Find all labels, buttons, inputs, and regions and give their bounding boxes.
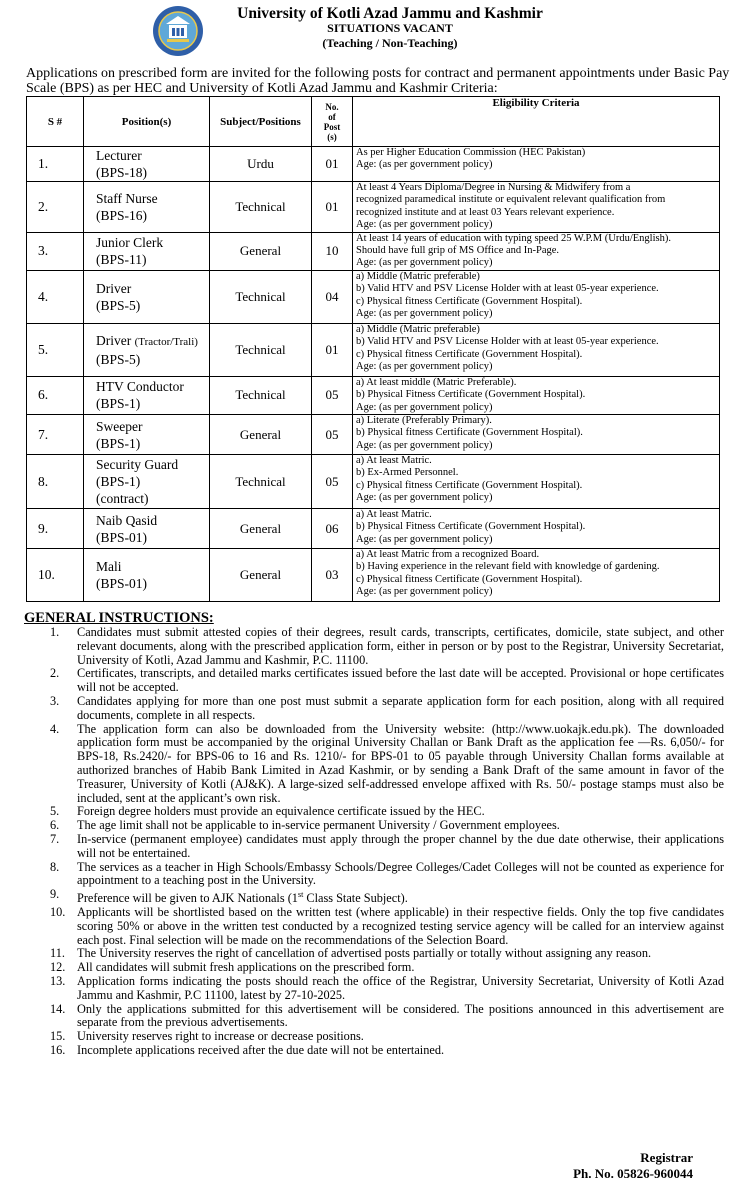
row-criteria: a) At least Matric from a recognized Board. b) Having experience in the relevant field with knowledge of gardening. c) Physical fitness Certificate (Government Hospital). Age: (as per government policy): [353, 549, 720, 602]
instruction-item: 11. The University reserves the right of cancellation of advertised posts partially or totally without assigning any reason.: [50, 946, 652, 961]
header-position: Position(s): [84, 97, 210, 147]
row-sno: 4.: [27, 270, 84, 323]
table-row: [27, 455, 720, 509]
row-posts-count: 01: [312, 323, 353, 376]
row-subject: General: [210, 509, 312, 549]
university-title: University of Kotli Azad Jammu and Kashmir: [237, 5, 543, 22]
row-position: Driver (BPS-5): [84, 270, 210, 323]
row-position: Driver (Tractor/Trali) (BPS-5): [84, 323, 210, 376]
header-subject: Subject/Positions: [210, 97, 312, 147]
row-criteria: a) Middle (Matric preferable) b) Valid HTV and PSV License Holder with at least 05-year experience. c) Physical fitness Certificate (Government Hospital). Age: (as per government policy): [353, 323, 720, 376]
header-posts: No. of Post (s): [312, 97, 353, 147]
row-subject: Technical: [210, 455, 312, 509]
situations-vacant-heading: SITUATIONS VACANT: [327, 21, 453, 35]
row-subject: Technical: [210, 376, 312, 414]
instruction-number: 6.: [50, 818, 60, 833]
row-subject: General: [210, 549, 312, 602]
instruction-number: 2.: [50, 666, 60, 681]
instruction-item: 5. Foreign degree holders must provide an equivalence certificate issued by the HEC.: [50, 804, 485, 819]
row-sno: 9.: [27, 509, 84, 549]
instruction-item: 6. The age limit shall not be applicable to in-service permanent University / Government employees.: [50, 818, 560, 833]
row-posts-count: 03: [312, 549, 353, 602]
row-subject: Technical: [210, 182, 312, 233]
instruction-item: 8. The services as a teacher in High Schools/Embassy Schools/Degree Colleges/Cadet Colleges will not be counted as experience for appointment to a teaching post in the University.: [50, 859, 724, 888]
row-sno: 1.: [27, 147, 84, 182]
table-row: [27, 415, 720, 455]
table-header-row: [27, 97, 720, 147]
instruction-item: 2. Certificates, transcripts, and detailed marks certificates issued before the last date will be accepted. Provisional or hope certificates will not be accepted.: [50, 666, 724, 695]
instruction-number: 8.: [50, 859, 60, 874]
table-row: [27, 270, 720, 323]
instruction-number: 10.: [50, 905, 66, 920]
row-sno: 2.: [27, 182, 84, 233]
table-row: [27, 232, 720, 270]
instruction-item: 15. University reserves right to increase or decrease positions.: [50, 1029, 364, 1044]
general-instructions-list: [24, 626, 724, 1058]
row-posts-count: 05: [312, 455, 353, 509]
row-sno: 7.: [27, 415, 84, 455]
instruction-item: 3. Candidates applying for more than one post must submit a separate application form for each position, along with all required documents, complete in all respects.: [50, 693, 724, 722]
row-criteria: a) At least middle (Matric Preferable). b) Physical Fitness Certificate (Government Hospital). Age: (as per government policy): [353, 376, 720, 414]
instruction-item: 4. The application form can also be downloaded from the University website: (http://www.uokajk.edu.pk). The downloaded application form must be accompanied by the original University Challan or Bank Draft as the application fee —Rs. 6,050/- for BPS-18, Rs.2420/- for BPS-06 to 16 and Rs. 1210/- for BPS-01 to 05 payable through University Challan forms available at authorized branches of Habib Bank Limited in Azad Kashmir, or by sending a Bank Draft of the same amount in favor of the Treasurer, University of Kotli (AJ&K). A large-sized self-addressed envelope affixed with Rs. 50/- postage stamps must also be included, sent at the applicant’s own risk.: [50, 721, 724, 805]
instruction-item: 10. Applicants will be shortlisted based on the written test (where applicable) in their respective fields. Only the top five candidates scoring 50% or above in the written test conducted by a recognized testing service agency will be called for an interview against each post. Final selection will be made on the recommendations of the Selection Board.: [50, 905, 724, 947]
instruction-item: 16. Incomplete applications received after the due date will not be entertained.: [50, 1043, 445, 1057]
table-row: [27, 147, 720, 182]
intro-paragraph: Applications on prescribed form are invited for the following posts for contract and permanent appointments under Basic Pay Scale (BPS) as per HEC and University of Kotli Azad Jammu and Kashmir Criteria:: [26, 66, 730, 96]
row-posts-count: 10: [312, 232, 353, 270]
university-logo-icon: [148, 4, 208, 58]
header-criteria: Eligibility Criteria: [353, 97, 720, 147]
instruction-number: 11.: [50, 946, 65, 961]
table-row: [27, 182, 720, 233]
row-position: Security Guard (BPS-1) (contract): [84, 455, 210, 509]
instruction-item: 14. Only the applications submitted for this advertisement will be considered. The positions announced in this advertisement are separate from the previous advertisements.: [50, 1001, 724, 1030]
category-subheading: (Teaching / Non-Teaching): [322, 36, 458, 50]
table-row: [27, 549, 720, 602]
general-instructions-title: GENERAL INSTRUCTIONS:: [24, 610, 214, 626]
instruction-item: 13. Application forms indicating the posts should reach the office of the Registrar, University Secretariat, University of Kotli Azad Jammu and Kashmir, P.C 11100, latest by 27-10-2025.: [50, 974, 724, 1002]
row-sno: 6.: [27, 376, 84, 414]
row-posts-count: 05: [312, 415, 353, 455]
registrar-title: Registrar: [640, 1150, 693, 1165]
row-criteria: a) Literate (Preferably Primary). b) Physical fitness Certificate (Government Hospital). Age: (as per government policy): [353, 415, 720, 455]
row-position: HTV Conductor (BPS-1): [84, 376, 210, 414]
table-row: [27, 376, 720, 414]
instruction-item: 1. Candidates must submit attested copies of their degrees, result cards, transcripts, certificates, domicile, state subject, and other relevant documents, along with the prescribed application form, either in person or by post to the Registrar, University Secretariat, University of Kotli, Azad Jammu and Kashmir, P.C. 11100.: [50, 625, 724, 667]
instruction-number: 15.: [50, 1029, 66, 1044]
row-sno: 3.: [27, 232, 84, 270]
instruction-number: 4.: [50, 721, 60, 736]
instruction-number: 5.: [50, 804, 60, 819]
instruction-item: 12. All candidates will submit fresh applications on the prescribed form.: [50, 960, 415, 975]
row-criteria: At least 4 Years Diploma/Degree in Nursing & Midwifery from a recognized paramedical institute or equivalent relevant qualification from recognized institute and at least 03 Years relevant experience. Age: (as per government policy): [353, 182, 720, 233]
row-posts-count: 06: [312, 509, 353, 549]
document-header: [210, 6, 570, 51]
row-criteria: a) At least Matric. b) Ex-Armed Personnel. c) Physical fitness Certificate (Government Hospital). Age: (as per government policy): [353, 455, 720, 509]
instruction-number: 16.: [50, 1043, 66, 1057]
row-criteria: As per Higher Education Commission (HEC Pakistan) Age: (as per government policy): [353, 147, 720, 182]
row-criteria: a) At least Matric. b) Physical Fitness Certificate (Government Hospital). Age: (as per government policy): [353, 509, 720, 549]
row-subject: General: [210, 232, 312, 270]
header-sno: S #: [27, 97, 84, 147]
instruction-item: 7. In-service (permanent employee) candidates must apply through the proper channel by the due date otherwise, their applications will not be entertained.: [50, 831, 724, 860]
instruction-number: 12.: [50, 960, 66, 975]
row-posts-count: 01: [312, 147, 353, 182]
row-position: Staff Nurse (BPS-16): [84, 182, 210, 233]
row-subject: General: [210, 415, 312, 455]
table-row: [27, 509, 720, 549]
row-position: Lecturer (BPS-18): [84, 147, 210, 182]
row-posts-count: 01: [312, 182, 353, 233]
row-position: Sweeper (BPS-1): [84, 415, 210, 455]
row-subject: Technical: [210, 323, 312, 376]
row-criteria: a) Middle (Matric preferable) b) Valid HTV and PSV License Holder with at least 05-year experience. c) Physical fitness Certificate (Government Hospital). Age: (as per government policy): [353, 270, 720, 323]
instruction-item: 9. Preference will be given to AJK Nationals (1st Class State Subject).: [50, 887, 408, 906]
signature-block: [573, 1150, 693, 1182]
row-position: Naib Qasid (BPS-01): [84, 509, 210, 549]
instruction-number: 13.: [50, 974, 66, 989]
row-sno: 10.: [27, 549, 84, 602]
row-position: Junior Clerk (BPS-11): [84, 232, 210, 270]
instruction-number: 14.: [50, 1001, 66, 1016]
row-position: Mali (BPS-01): [84, 549, 210, 602]
row-sno: 8.: [27, 455, 84, 509]
row-posts-count: 04: [312, 270, 353, 323]
instruction-number: 7.: [50, 831, 60, 846]
row-sno: 5.: [27, 323, 84, 376]
instruction-number: 9.: [50, 887, 60, 902]
row-criteria: At least 14 years of education with typing speed 25 W.P.M (Urdu/English). Should have full grip of MS Office and In-Page. Age: (as per government policy): [353, 232, 720, 270]
posts-table: [26, 96, 720, 602]
registrar-phone: Ph. No. 05826-960044: [573, 1166, 693, 1181]
row-subject: Technical: [210, 270, 312, 323]
row-subject: Urdu: [210, 147, 312, 182]
table-row: [27, 323, 720, 376]
row-posts-count: 05: [312, 376, 353, 414]
instruction-number: 1.: [50, 625, 60, 639]
instruction-number: 3.: [50, 693, 60, 708]
